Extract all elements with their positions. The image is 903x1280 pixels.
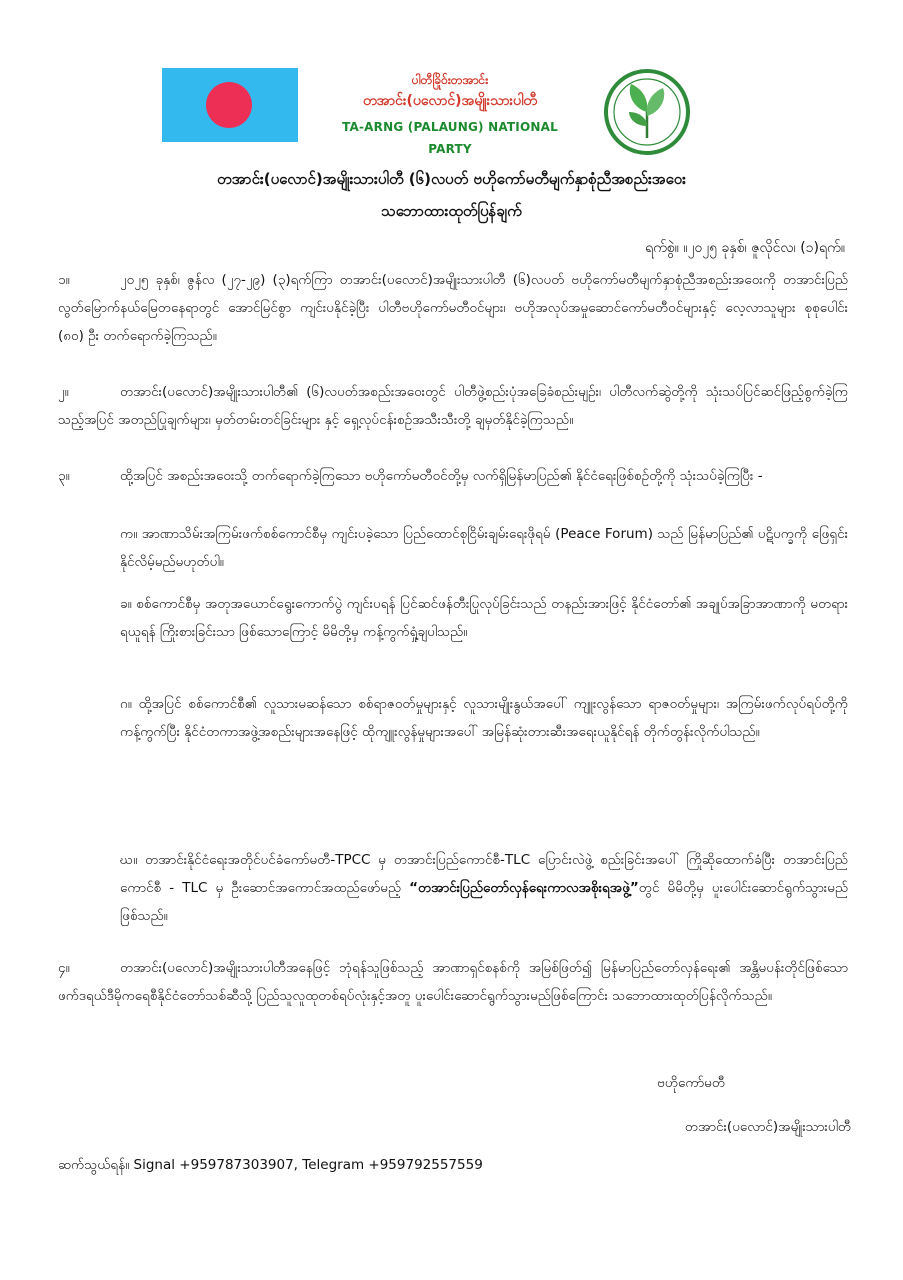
paragraph-text: ထို့အပြင် အစည်းအဝေးသို့ တက်ရောက်ခဲ့ကြသော ဗဟိုကော်မတီဝင်တို့မှ လက်ရှိမြန်မာပြည်၏ နိုင်ငံရေးဖြစ်စဉ်တို့ကို သုံးသပ်ခဲ့ကြပြီး - <box>120 468 763 484</box>
paragraph-number: ၄။ <box>58 960 70 976</box>
paragraph-1 <box>58 266 848 350</box>
statement-title: တအာင်း(ပလောင်)အမျိုးသားပါတီ (၆)လပတ် ဗဟိုကော်မတီမျက်နှာစုံညီအစည်းအဝေး <box>217 170 686 188</box>
party-name-native-1: ပါတီခြိုဝ်းတအာင်း <box>411 73 489 87</box>
paragraph-number: ၁။ <box>58 272 70 288</box>
sub-item-ka: က။ အာဏာသိမ်းအကြမ်းဖက်စစ်ကောင်စီမှ ကျင်းပခဲ့သော ပြည်ထောင်စုငြိမ်းချမ်းရေးဖိုရမ် (Peace Forum) သည် မြန်မာပြည်၏ ပဋိပက္ခကို ဖြေရှင်းနိုင်လိမ့်မည်မဟုတ်ပါ။ <box>120 526 848 570</box>
statement-date: ရက်စွဲ။ ။၂၀၂၅ ခုနှစ်၊ ဇူလိုင်လ၊ (၁)ရက်။ <box>645 240 845 256</box>
sub-item-ga: ဂ။ ထို့အပြင် စစ်ကောင်စီ၏ လူသားမဆန်သော စစ်ရာဇဝတ်မှုများနှင့် လူသားမျိုးနွယ်အပေါ် ကျူးလွန်သော ရာဇဝတ်မှုများ၊ အကြမ်းဖက်လုပ်ရပ်တို့ကို ကန့်ကွက်ပြီး နိုင်ငံတကာအဖွဲ့အစည်းများအနေဖြင့် ထိုကျူးလွန်မှုများအပေါ် အမြန်ဆုံးတားဆီးအရေးယူနိုင်ရန် တိုက်တွန်းလိုက်ပါသည်။ <box>120 696 848 740</box>
party-letterhead <box>330 70 570 160</box>
party-tea-leaf-logo <box>603 68 691 156</box>
paragraph-number: ၂။ <box>58 384 69 400</box>
sub-item-kha: ခ။ စစ်ကောင်စီမှ အတုအယောင်ရွေးကောက်ပွဲ ကျင်းပရန် ပြင်ဆင်ဖန်တီးပြုလုပ်ခြင်းသည် တနည်းအားဖြင့် နိုင်ငံတော်၏ အချုပ်အခြာအာဏာကို မတရားရယူရန် ကြိုးစားခြင်းသာ ဖြစ်သောကြောင့် မိမိတို့မှ ကန့်ကွက်ရှုံ့ချပါသည်။ <box>120 596 848 640</box>
paragraph-text: ၂၀၂၅ ခုနှစ်၊ ဇွန်လ (၂၇-၂၉) (၃)ရက်ကြာ တအာင်း(ပလောင်)အမျိုးသားပါတီ (၆)လပတ် ဗဟိုကော်မတီမျက်နှာစုံညီအစည်းအဝေးကို တအာင်းပြည်လွတ်မြောက်နယ်မြေတနေရာတွင် အောင်မြင်စွာ ကျင်းပနိုင်ခဲ့ပြီး ပါတီဗဟိုကော်မတီဝင်များ၊ ဗဟိုအလုပ်အမှုဆောင်ကော်မတီဝင်များနှင့် လေ့လာသူများ စုစုပေါင်း (၈၀) ဦး တက်ရောက်ခဲ့ကြသည်။ <box>58 272 848 344</box>
party-flag <box>162 68 298 142</box>
statement-subtitle: သဘောထားထုတ်ပြန်ချက် <box>381 202 522 220</box>
paragraph-3 <box>58 462 848 490</box>
paragraph-4 <box>58 954 848 1010</box>
flag-sun-emblem <box>206 82 252 128</box>
paragraph-text: တအာင်း(ပလောင်)အမျိုးသားပါတီအနေဖြင့် ဘုံရန်သူဖြစ်သည့် အာဏာရှင်စနစ်ကို အမြစ်ဖြတ်၍ မြန်မာပြည်တော်လှန်ရေး၏ အန္တိမပန်းတိုင်ဖြစ်သော ဖက်ဒရယ်ဒီမိုကရေစီနိုင်ငံတော်သစ်ဆီသို့ ပြည်သူလူထုတစ်ရပ်လုံးနှင့်အတူ ပူးပေါင်းဆောင်ရွက်သွားမည်ဖြစ်ကြောင်း သဘောထားထုတ်ပြန်လိုက်သည်။ <box>58 960 848 1004</box>
sub-item-gha <box>120 846 848 930</box>
signature-party: တအာင်း(ပလောင်)အမျိုးသားပါတီ <box>684 1119 851 1135</box>
paragraph-2 <box>58 378 848 434</box>
government-name-emphasis: “တအာင်းပြည်တော်လှန်ရေးကာလအစိုးရအဖွဲ့” <box>409 880 639 896</box>
signature-committee: ဗဟိုကော်မတီ <box>657 1075 725 1091</box>
contact-info: ဆက်သွယ်ရန်။ Signal +959787303907, Telegram +959792557559 <box>58 1157 483 1173</box>
sub-item-text-end: တွင် မိမိတို့မှ ပူးပေါင်းဆောင်ရွက်သွားမည်ဖြစ်သည်။ <box>120 880 848 924</box>
sub-item-text: ဃ။ တအာင်းနိုင်ငံရေးအတိုင်ပင်ခံကော်မတီ-TPCC မှ တအာင်းပြည်ကောင်စီ-TLC ပြောင်းလဲဖွဲ့ စည်းခြင်းအပေါ် ကြိုဆိုထောက်ခံပြီး တအာင်းပြည်ကောင်စီ - TLC မှ ဦးဆောင်အကောင်အထည်ဖော်မည့် <box>120 852 848 896</box>
paragraph-text: တအာင်း(ပလောင်)အမျိုးသားပါတီ၏ (၆)လပတ်အစည်းအဝေးတွင် ပါတီဖွဲ့စည်းပုံအခြေခံစည်းမျဥ်း၊ ပါတီလက်ဆွဲတို့ကို သုံးသပ်ပြင်ဆင်ဖြည့်စွက်ခဲ့ကြသည့်အပြင် အတည်ပြုချက်များ၊ မှတ်တမ်းတင်ခြင်းများ နှင့် ရှေ့လုပ်ငန်းစဥ်အသီးသီးတို့ ချမှတ်နိုင်ခဲ့ကြသည်။ <box>58 384 848 428</box>
paragraph-number: ၃။ <box>58 468 70 484</box>
party-name-english: TA-ARNG (PALAUNG) NATIONAL PARTY <box>342 120 558 156</box>
party-name-native-2: တအာင်း(ပလောင်)အမျိုးသားပါတီ <box>362 93 538 109</box>
